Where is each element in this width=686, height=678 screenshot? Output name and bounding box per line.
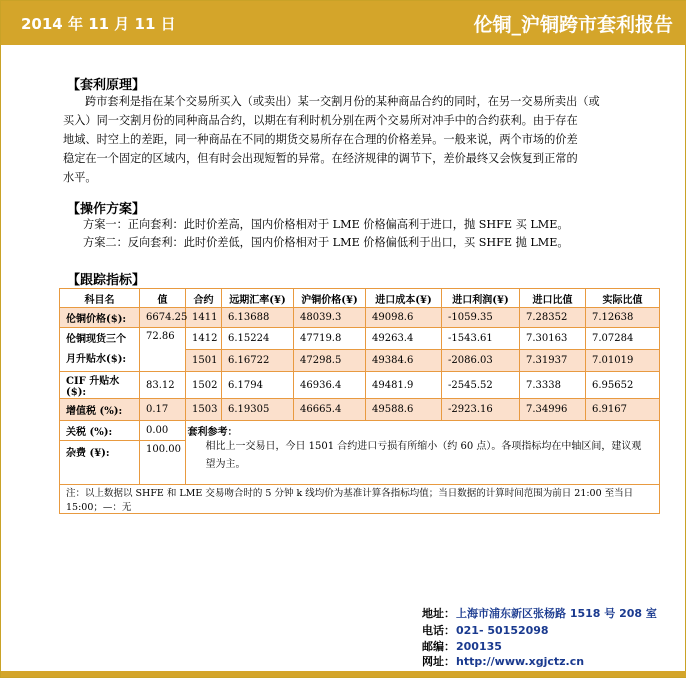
plan-item: 方案一：正向套利：此时价差高，国内价格相对于 LME 价格偏高利于进口，抛 SHFE 买 LME。 [83, 218, 569, 231]
zip-value: 200135 [456, 640, 502, 653]
tracking-table [59, 288, 660, 514]
reference-line: 望为主。 [205, 459, 246, 470]
table-row [60, 372, 660, 399]
table-row [60, 328, 660, 350]
reference-title: 套利参考： [187, 427, 238, 438]
report-title: 伦铜_沪铜跨市套利报告 [473, 14, 673, 36]
cif-premium-value: 83.12 [140, 372, 186, 399]
import-ratio-cell: 7.30163 [520, 328, 586, 350]
table-note-row [60, 485, 660, 514]
tariff-value: 0.00 [140, 421, 186, 441]
reference-line: 相比上一交易日，今日 1501 合约进口亏损有所缩小（约 60 点）。各项指标均在中轴区间，建议观 [205, 441, 642, 452]
spot-premium-label-line: 月升贴水($): [66, 353, 127, 365]
import-ratio-cell: 7.3338 [520, 372, 586, 399]
contract-cell: 1412 [186, 328, 222, 350]
actual-ratio-cell: 7.01019 [586, 350, 660, 372]
column-header: 合约 [186, 289, 222, 308]
spot-premium-label [60, 328, 140, 372]
misc-fee-label: 杂费 (¥): [60, 441, 140, 485]
import-profit-cell: -2086.03 [442, 350, 520, 372]
fx-rate-cell: 6.1794 [222, 372, 294, 399]
zip-label: 邮编： [422, 640, 455, 653]
footer-bar [1, 671, 686, 677]
import-ratio-cell: 7.34996 [520, 399, 586, 421]
import-profit-cell: -2923.16 [442, 399, 520, 421]
table-header-row [60, 289, 660, 308]
column-header: 实际比值 [586, 289, 660, 308]
import-ratio-cell: 7.31937 [520, 350, 586, 372]
column-header: 值 [140, 289, 186, 308]
contact-website [422, 653, 584, 669]
shfe-price-cell: 46936.4 [294, 372, 366, 399]
table-note: 注：以上数据以 SHFE 和 LME 交易吻合时的 5 分钟 k 线均价为基准计算各指标均值；当日数据的计算时间范围为前日 21:00 至当日 15:00；—：无 [60, 485, 660, 514]
table-row [60, 308, 660, 328]
column-header: 进口成本(¥) [366, 289, 442, 308]
principle-heading: 【套利原理】 [67, 78, 146, 93]
shfe-price-cell: 47298.5 [294, 350, 366, 372]
import-profit-cell: -1059.35 [442, 308, 520, 328]
column-header: 科目名 [60, 289, 140, 308]
import-cost-cell: 49263.4 [366, 328, 442, 350]
shfe-price-cell: 47719.8 [294, 328, 366, 350]
fx-rate-cell: 6.16722 [222, 350, 294, 372]
fx-rate-cell: 6.19305 [222, 399, 294, 421]
arbitrage-reference [187, 421, 660, 485]
lme-price-value: 6674.25 [140, 308, 186, 328]
import-cost-cell: 49588.6 [366, 399, 442, 421]
shfe-price-cell: 48039.3 [294, 308, 366, 328]
import-cost-cell: 49384.6 [366, 350, 442, 372]
address-label: 地址： [422, 607, 455, 620]
actual-ratio-cell: 7.12638 [586, 308, 660, 328]
principle-line: 地域、时空上的差距，同一种商品在不同的期货交易所存在合理的价格差异。一般来说，两个市场的价差 [63, 133, 578, 146]
import-profit-cell: -1543.61 [442, 328, 520, 350]
table-row [60, 399, 660, 421]
vat-value: 0.17 [140, 399, 186, 421]
fx-rate-cell: 6.15224 [222, 328, 294, 350]
principle-line: 稳定在一个固定的区域内，但有时会出现短暂的异常。在经济规律的调节下，差价最终又会恢复到正常的 [63, 152, 578, 165]
vat-label: 增值税 (%): [60, 399, 140, 421]
contract-cell: 1503 [186, 399, 222, 421]
report-date: 2014 年 11 月 11 日 [21, 15, 176, 33]
column-header: 进口利润(¥) [442, 289, 520, 308]
phone-value: 021- 50152098 [456, 624, 549, 637]
plan-heading: 【操作方案】 [67, 202, 146, 217]
plan-list [83, 216, 569, 252]
actual-ratio-cell: 6.9167 [586, 399, 660, 421]
import-cost-cell: 49098.6 [366, 308, 442, 328]
import-cost-cell: 49481.9 [366, 372, 442, 399]
lme-price-label: 伦铜价格($): [60, 308, 140, 328]
contact-phone [422, 622, 549, 638]
principle-line: 水平。 [63, 171, 97, 184]
cif-premium-label: CIF 升贴水($): [60, 372, 140, 399]
column-header: 沪铜价格(¥) [294, 289, 366, 308]
column-header: 远期汇率(¥) [222, 289, 294, 308]
actual-ratio-cell: 7.07284 [586, 328, 660, 350]
contract-cell: 1411 [186, 308, 222, 328]
table-row [60, 421, 660, 441]
tracking-heading: 【跟踪指标】 [67, 273, 146, 288]
column-header: 进口比值 [520, 289, 586, 308]
contract-cell: 1501 [186, 350, 222, 372]
fx-rate-cell: 6.13688 [222, 308, 294, 328]
tariff-label: 关税 (%): [60, 421, 140, 441]
actual-ratio-cell: 6.95652 [586, 372, 660, 399]
contact-address [422, 605, 657, 621]
website-label: 网址： [422, 655, 455, 668]
address-value: 上海市浦东新区张杨路 1518 号 208 室 [456, 607, 657, 620]
misc-fee-value: 100.00 [140, 441, 186, 485]
import-profit-cell: -2545.52 [442, 372, 520, 399]
contract-cell: 1502 [186, 372, 222, 399]
spot-premium-label-line: 伦铜现货三个 [66, 333, 126, 345]
principle-line: 跨市套利是指在某个交易所买入（或卖出）某一交割月份的某种商品合约的同时，在另一交易所卖出（或 [85, 95, 600, 108]
import-ratio-cell: 7.28352 [520, 308, 586, 328]
website-link[interactable]: http://www.xgjctz.cn [456, 655, 585, 668]
principle-paragraph [63, 92, 631, 187]
reference-text [188, 438, 654, 474]
shfe-price-cell: 46665.4 [294, 399, 366, 421]
principle-line: 买入）同一交割月份的同种商品合约，以期在有利时机分别在两个交易所对冲手中的合约获利。由于存在 [63, 114, 578, 127]
spot-premium-value: 72.86 [140, 328, 186, 372]
phone-label: 电话： [422, 624, 455, 637]
plan-item: 方案二：反向套利：此时价差低，国内价格相对于 LME 价格偏低利于出口，买 SHFE 抛 LME。 [83, 236, 569, 249]
contact-zip [422, 638, 502, 654]
report-header [1, 1, 686, 45]
